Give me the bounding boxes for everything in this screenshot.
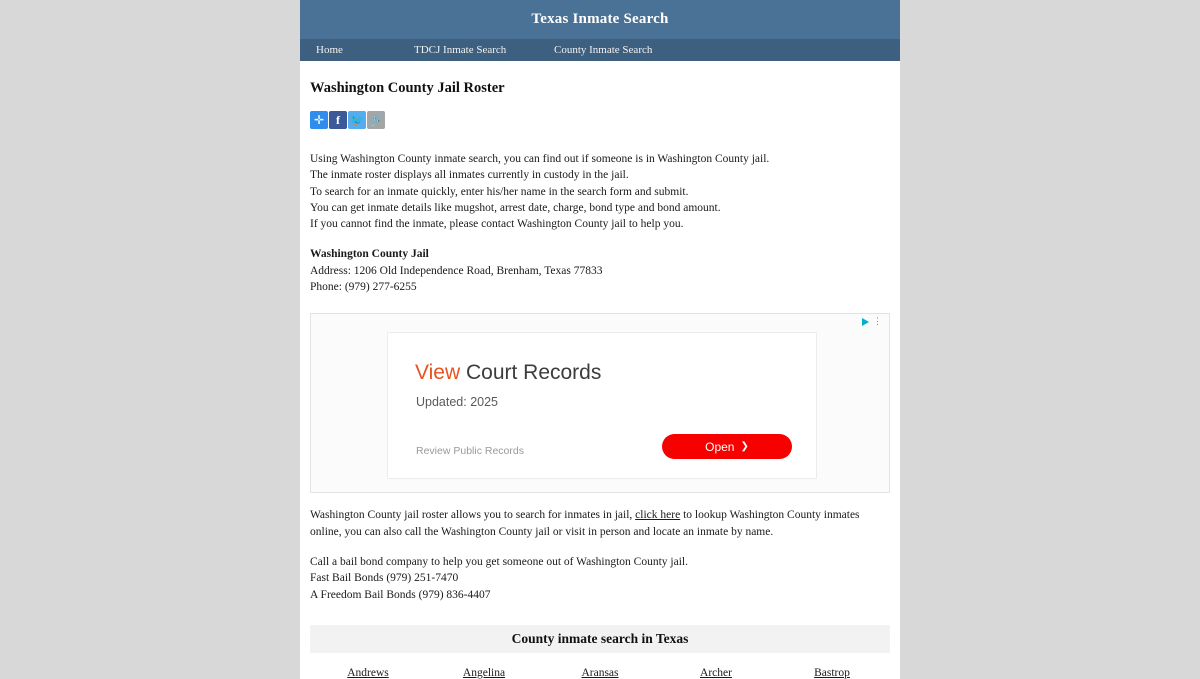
site-header	[300, 0, 900, 39]
site-title: Texas Inmate Search	[531, 11, 669, 27]
page-content	[300, 61, 900, 679]
jail-address: Address: 1206 Old Independence Road, Brenham, Texas 77833	[310, 264, 603, 277]
county-link-bastrop[interactable]: Bastrop	[814, 666, 850, 679]
nav-item-tdcj-inmate-search[interactable]: TDCJ Inmate Search	[414, 44, 507, 56]
ad-subtitle: Updated: 2025	[416, 395, 499, 410]
intro-line-5: If you cannot find the inmate, please contact Washington County jail to help you.	[310, 218, 684, 231]
ad-creative[interactable]	[387, 332, 817, 479]
ad-footer-text: Review Public Records	[416, 445, 524, 458]
nav-item-county-inmate-search[interactable]: County Inmate Search	[554, 44, 653, 56]
ad-headline-accent: View	[415, 361, 461, 385]
bail-company-1: Fast Bail Bonds (979) 251-7470	[310, 572, 459, 585]
intro-line-3: To search for an inmate quickly, enter his/her name in the search form and submit.	[310, 185, 689, 198]
roster-text-part1: Washington County jail roster allows you to search for inmates in jail,	[310, 509, 636, 522]
ad-open-button[interactable]	[662, 434, 792, 459]
ad-options-icon[interactable]: ⋮	[873, 316, 882, 327]
county-link-andrews[interactable]: Andrews	[347, 666, 389, 679]
ad-marker	[862, 317, 882, 326]
page-title: Washington County Jail Roster	[310, 80, 505, 96]
sidebar-item-home[interactable]: Home	[316, 44, 343, 56]
county-link-angelina[interactable]: Angelina	[462, 666, 506, 679]
roster-paragraph	[310, 507, 890, 540]
county-link-archer[interactable]: Archer	[700, 666, 732, 679]
bail-intro: Call a bail bond company to help you get someone out of Washington County jail.	[310, 555, 688, 568]
county-links-grid	[310, 667, 890, 679]
jail-phone: Phone: (979) 277-6255	[310, 281, 417, 294]
intro-paragraph	[310, 151, 890, 232]
county-link-aransas[interactable]: Aransas	[581, 666, 619, 679]
advertisement[interactable]	[310, 313, 890, 493]
intro-line-1: Using Washington County inmate search, you can find out if someone is in Washington County jail.	[310, 153, 770, 165]
county-section-title: County inmate search in Texas	[310, 625, 890, 653]
facebook-icon[interactable]: f	[329, 111, 347, 129]
chevron-right-icon: ❯	[740, 441, 749, 453]
roster-paragraph-text	[310, 507, 890, 540]
share-buttons	[310, 111, 890, 129]
twitter-icon[interactable]: 🐦	[349, 113, 365, 127]
ad-choices-icon[interactable]	[862, 318, 869, 326]
intro-line-2: The inmate roster displays all inmates currently in custody in the jail.	[310, 169, 629, 182]
copy-link-icon[interactable]: 🔗	[368, 113, 384, 127]
addthis-share-icon[interactable]: ✛	[310, 111, 328, 129]
main-navigation	[300, 39, 900, 61]
ad-headline-rest: Court Records	[460, 361, 602, 385]
click-here-link[interactable]: click here	[635, 509, 681, 522]
jail-name: Washington County Jail	[310, 248, 429, 261]
bail-bond-block	[310, 554, 890, 603]
jail-contact-block	[310, 246, 890, 295]
intro-line-4: You can get inmate details like mugshot, arrest date, charge, bond type and bond amount.	[310, 201, 721, 214]
ad-open-label: Open	[705, 439, 735, 454]
bail-company-2: A Freedom Bail Bonds (979) 836-4407	[310, 588, 491, 601]
ad-headline	[415, 361, 601, 385]
page-container	[300, 0, 900, 679]
roster-text-part2: to lookup Washington County inmates online, you can also call the Washington County jail or visit in person and locate an inmate by name.	[310, 509, 860, 538]
